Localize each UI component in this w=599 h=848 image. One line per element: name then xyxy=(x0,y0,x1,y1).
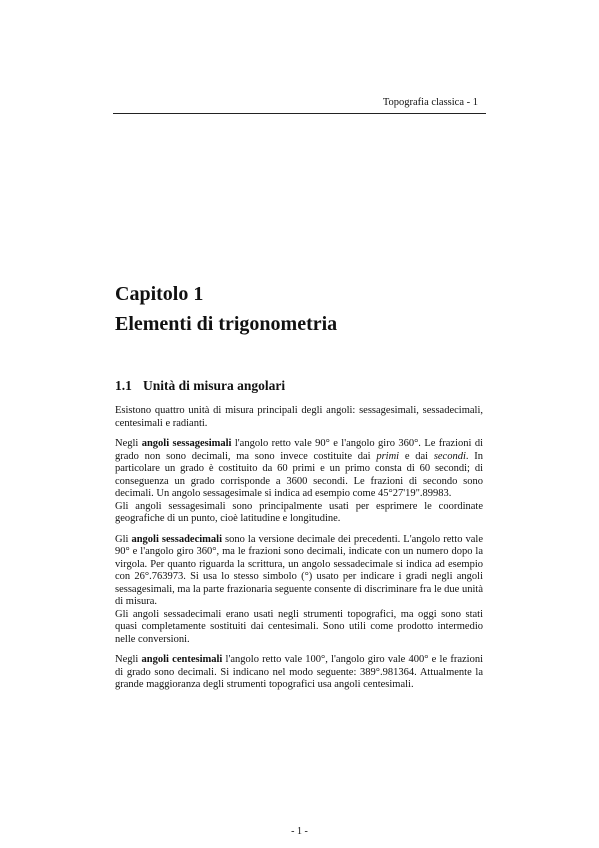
text-run: sono la versione decimale dei precedenti. L'angolo retto vale 90° e l'angolo giro 360°, ma le frazioni sono decimali, indicate con un numero dopo la virgola. Per quanto riguarda la scrittura, un angolo sessadecimale si indica ad esempio con 26°.763973. Si usa lo stesso simbolo (°) usato per indicare i gradi negli angoli sessagesimali, ma la parte frazionaria seguente consente di discriminare fra le due unità di misura. xyxy=(115,533,483,607)
text-run: . In particolare un grado è costituito da 60 primi e un primo consta di 60 secondi; di conseguenza un grado corrisponde a 3600 secondi. Le frazioni di secondo sono decimali. Un angolo sessagesimale si indica ad esempio come 45°27'19".89983. xyxy=(115,450,484,499)
text-run: Negli xyxy=(115,438,142,449)
chapter-label: Capitolo 1 xyxy=(115,283,204,305)
body-text xyxy=(115,405,483,700)
section-heading xyxy=(115,378,285,394)
text-run: l'angolo retto vale 90° e l'angolo giro 360°. Le frazioni di grado non sono decimali, ma sono invece costituite dai xyxy=(115,438,483,462)
paragraph-sessagesimali-usage: Gli angoli sessagesimali sono principalmente usati per esprimere le coordinate geografiche di un punto, cioè latitudine e longitudine. xyxy=(115,500,483,524)
paragraph-sessadecimali xyxy=(115,534,483,609)
text-run: l'angolo retto vale 100°, l'angolo giro vale 400° e le frazioni di grado sono decimali. Si indicano nel modo seguente: 389°.981364. Attualmente la grande maggioranza degli strumenti topografici usa angoli centesimali. xyxy=(115,654,483,690)
paragraph-sessagesimali xyxy=(115,438,483,501)
running-header: Topografia classica - 1 xyxy=(382,97,478,108)
paragraph-sessadecimali-usage: Gli angoli sessadecimali erano usati negli strumenti topografici, ma oggi sono stati quasi completamente sostituiti dai centesimali. Sono utili come prodotto intermedio nelle conversioni. xyxy=(115,608,483,645)
text-run: Negli xyxy=(115,654,142,665)
term-secondi: secondi xyxy=(433,450,466,462)
page-number: - 1 - xyxy=(291,826,308,837)
text-run: Gli xyxy=(115,533,132,545)
term-primi: primi xyxy=(376,450,400,462)
text-run: e dai xyxy=(399,450,434,462)
paragraph-centesimali xyxy=(115,654,483,692)
section-number: 1.1 xyxy=(115,378,132,393)
header-rule xyxy=(113,113,486,114)
paragraph-intro: Esistono quattro unità di misura principali degli angoli: sessagesimali, sessadecimali, centesimali e radianti. xyxy=(115,405,483,429)
section-title: Unità di misura angolari xyxy=(143,378,286,393)
term-sessadecimali: angoli sessadecimali xyxy=(131,533,222,545)
term-centesimali: angoli centesimali xyxy=(141,654,223,665)
term-sessagesimali: angoli sessagesimali xyxy=(141,438,232,449)
chapter-title: Elementi di trigonometria xyxy=(115,313,338,335)
